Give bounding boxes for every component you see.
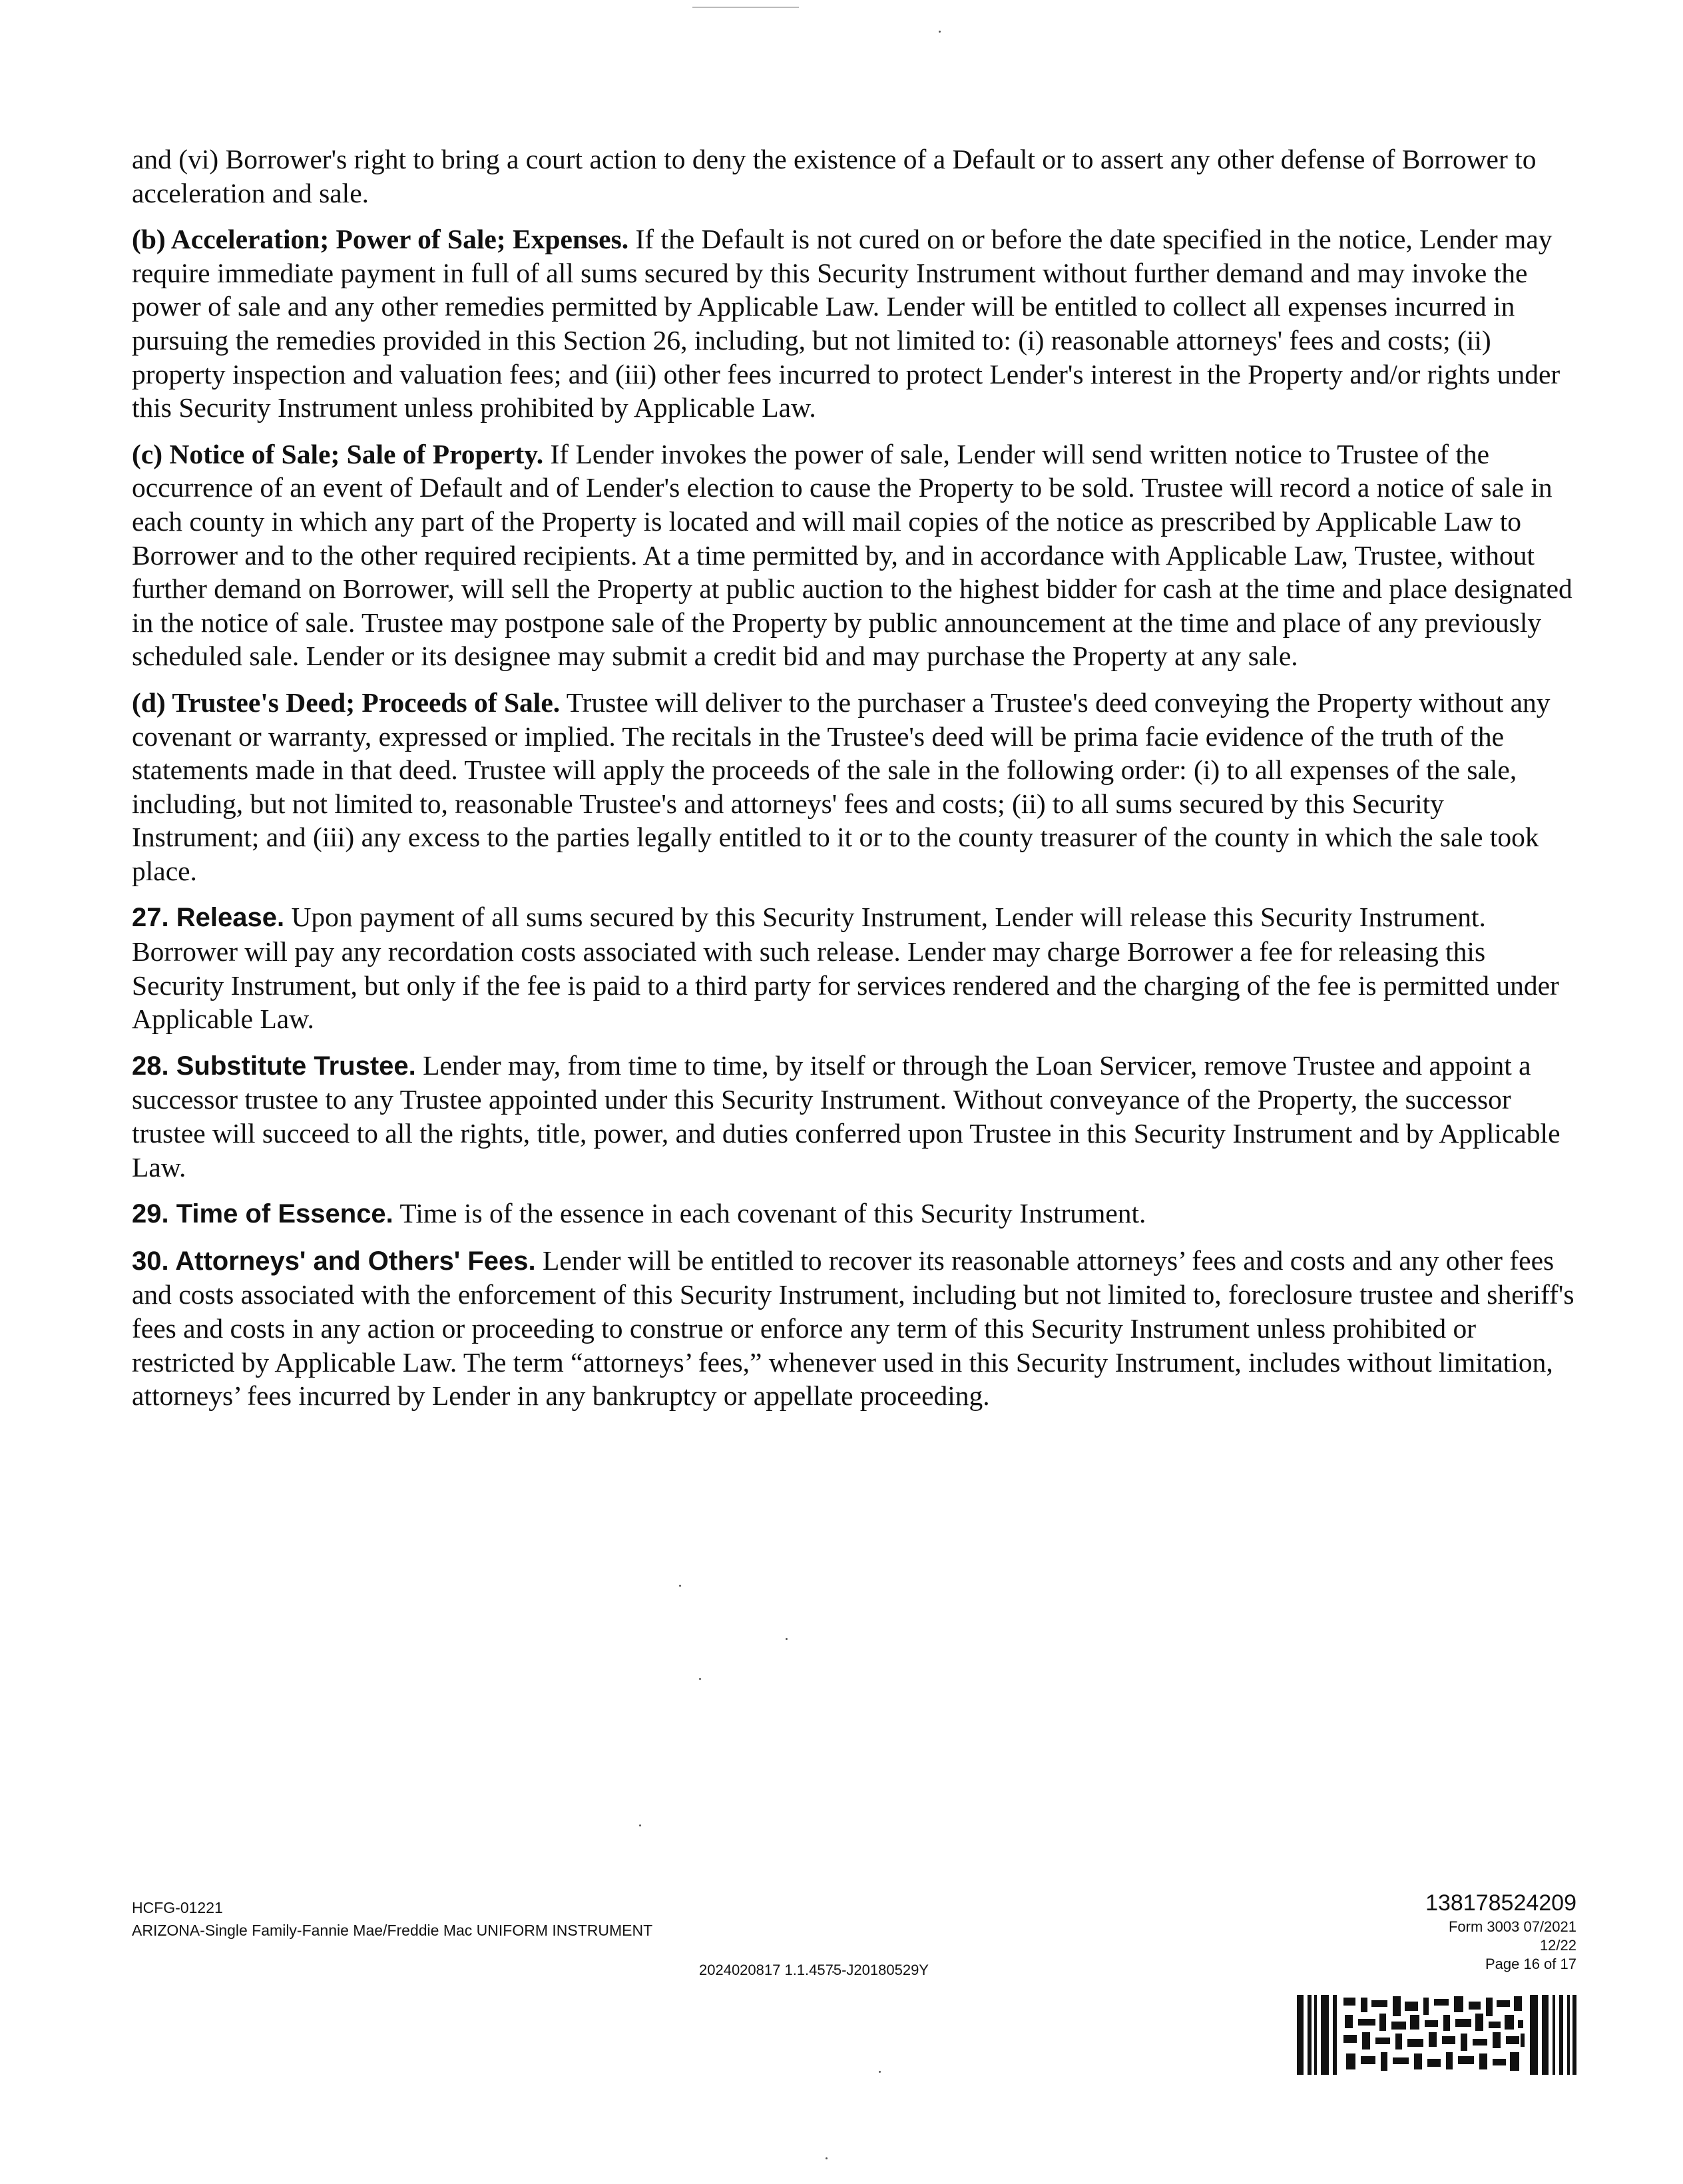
scan-speck bbox=[679, 1585, 681, 1587]
paragraph-release bbox=[132, 900, 1578, 1035]
section-heading: 29. Time of Essence. bbox=[132, 1199, 393, 1229]
section-heading: 28. Substitute Trustee. bbox=[132, 1051, 416, 1081]
paragraph-text: Lender may, from time to time, by itself or through the Loan Servicer, remove Trustee and appoint a successor trustee to any Trustee appointed under this Security Instrument. Without conveyance of the Property, the successor trustee will succeed to all the rights, title, power, and duties conferred upon Trustee in this Security Instrument and by Applicable Law. bbox=[132, 1049, 1561, 1183]
page-number: Page 16 of 17 bbox=[1485, 1956, 1576, 1972]
paragraph-attorneys-fees bbox=[132, 1244, 1578, 1413]
section-heading: 27. Release. bbox=[132, 903, 285, 933]
scan-artifact bbox=[692, 7, 799, 8]
form-number: Form 3003 07/2021 bbox=[1448, 1918, 1576, 1935]
footer-left bbox=[132, 1896, 652, 1942]
paragraph-continuation bbox=[132, 142, 1578, 210]
document-id: 2024020817 1.1.4575-J20180529Y bbox=[699, 1962, 929, 1978]
document-body bbox=[132, 142, 1578, 1426]
form-code: HCFG-01221 bbox=[132, 1899, 223, 1916]
footer-right bbox=[1425, 1888, 1576, 1974]
paragraph-text: Upon payment of all sums secured by this Security Instrument, Lender will release this Security Instrument. Borrower will pay any recordation costs associated with such release. Lender may charge Borrower a fee for releasing this Security Instrument, but only if the fee is paid to a third party for services rendered and the charging of the fee is permitted under Applicable Law. bbox=[132, 902, 1559, 1035]
paragraph-text: Time is of the essence in each covenant of this Security Instrument. bbox=[393, 1198, 1146, 1229]
scan-speck bbox=[786, 1638, 788, 1640]
paragraph-text: If Lender invokes the power of sale, Lender will send written notice to Trustee of the occurrence of an event of Default and of Lender's election to cause the Property to be sold. Trustee will record a notice of sale in each county in which any part of the Property is located and will mail copies of the notice as prescribed by Applicable Law to Borrower and to the other required recipients. At a time permitted by, and in accordance with Applicable Law, Trustee, without further demand on Borrower, will sell the Property at public auction to the highest bidder for cash at the time and place designated in the notice of sale. Trustee may postpone sale of the Property by public announcement at the time and place of any previously scheduled sale. Lender or its designee may submit a credit bid and may purchase the Property at any sale. bbox=[132, 438, 1572, 672]
section-heading: (d) Trustee's Deed; Proceeds of Sale. bbox=[132, 686, 561, 718]
scan-speck bbox=[879, 2071, 881, 2073]
paragraph-text: Trustee will deliver to the purchaser a Trustee's deed conveying the Property without any covenant or warranty, expressed or implied. The recitals in the Trustee's deed will be prima facie evidence of the truth of the statements made in that deed. Trustee will apply the proceeds of the sale in the following order: (i) to all expenses of the sale, including, but not limited to, reasonable Trustee's and attorneys' fees and costs; (ii) to all sums secured by this Security Instrument; and (iii) any excess to the parties legally entitled to it or to the county treasurer of the county in which the sale took place. bbox=[132, 686, 1551, 886]
paragraph-acceleration bbox=[132, 222, 1578, 425]
barcode-icon bbox=[1297, 1995, 1576, 2075]
paragraph-text: Lender will be entitled to recover its reasonable attorneys’ fees and costs and any other fees and costs associated with the enforcement of this Security Instrument, including but not limited to, foreclosure trustee and sheriff's fees and costs in any action or proceeding to construe or enforce any term of this Security Instrument unless prohibited or restricted by Applicable Law. The term “attorneys’ fees,” whenever used in this Security Instrument, includes without limitation, attorneys’ fees incurred by Lender in any bankruptcy or appellate proceeding. bbox=[132, 1244, 1574, 1412]
section-heading: (b) Acceleration; Power of Sale; Expenses. bbox=[132, 224, 629, 255]
scan-speck bbox=[826, 2157, 828, 2159]
section-heading: 30. Attorneys' and Others' Fees. bbox=[132, 1246, 536, 1276]
paragraph-trustees-deed bbox=[132, 686, 1578, 888]
scan-speck bbox=[639, 1824, 641, 1826]
loan-number: 138178524209 bbox=[1425, 1890, 1576, 1916]
scan-speck bbox=[939, 31, 941, 33]
paragraph-substitute-trustee bbox=[132, 1049, 1578, 1184]
instrument-name: ARIZONA-Single Family-Fannie Mae/Freddie Mac UNIFORM INSTRUMENT bbox=[132, 1922, 653, 1939]
paragraph-time-of-essence bbox=[132, 1197, 1578, 1231]
paragraph-notice-of-sale bbox=[132, 437, 1578, 673]
scan-speck bbox=[699, 1678, 701, 1680]
revision-date: 12/22 bbox=[1539, 1937, 1576, 1954]
paragraph-text: If the Default is not cured on or before the date specified in the notice, Lender may require immediate payment in full of all sums secured by this Security Instrument without further demand and may invoke the power of sale and any other remedies permitted by Applicable Law. Lender will be entitled to collect all expenses incurred in pursuing the remedies provided in this Section 26, including, but not limited to: (i) reasonable attorneys' fees and costs; (ii) property inspection and valuation fees; and (iii) other fees incurred to protect Lender's interest in the Property and/or rights under this Security Instrument unless prohibited by Applicable Law. bbox=[132, 224, 1561, 423]
paragraph-text: and (vi) Borrower's right to bring a court action to deny the existence of a Default or to assert any other defense of Borrower to acceleration and sale. bbox=[132, 144, 1537, 208]
section-heading: (c) Notice of Sale; Sale of Property. bbox=[132, 438, 544, 469]
